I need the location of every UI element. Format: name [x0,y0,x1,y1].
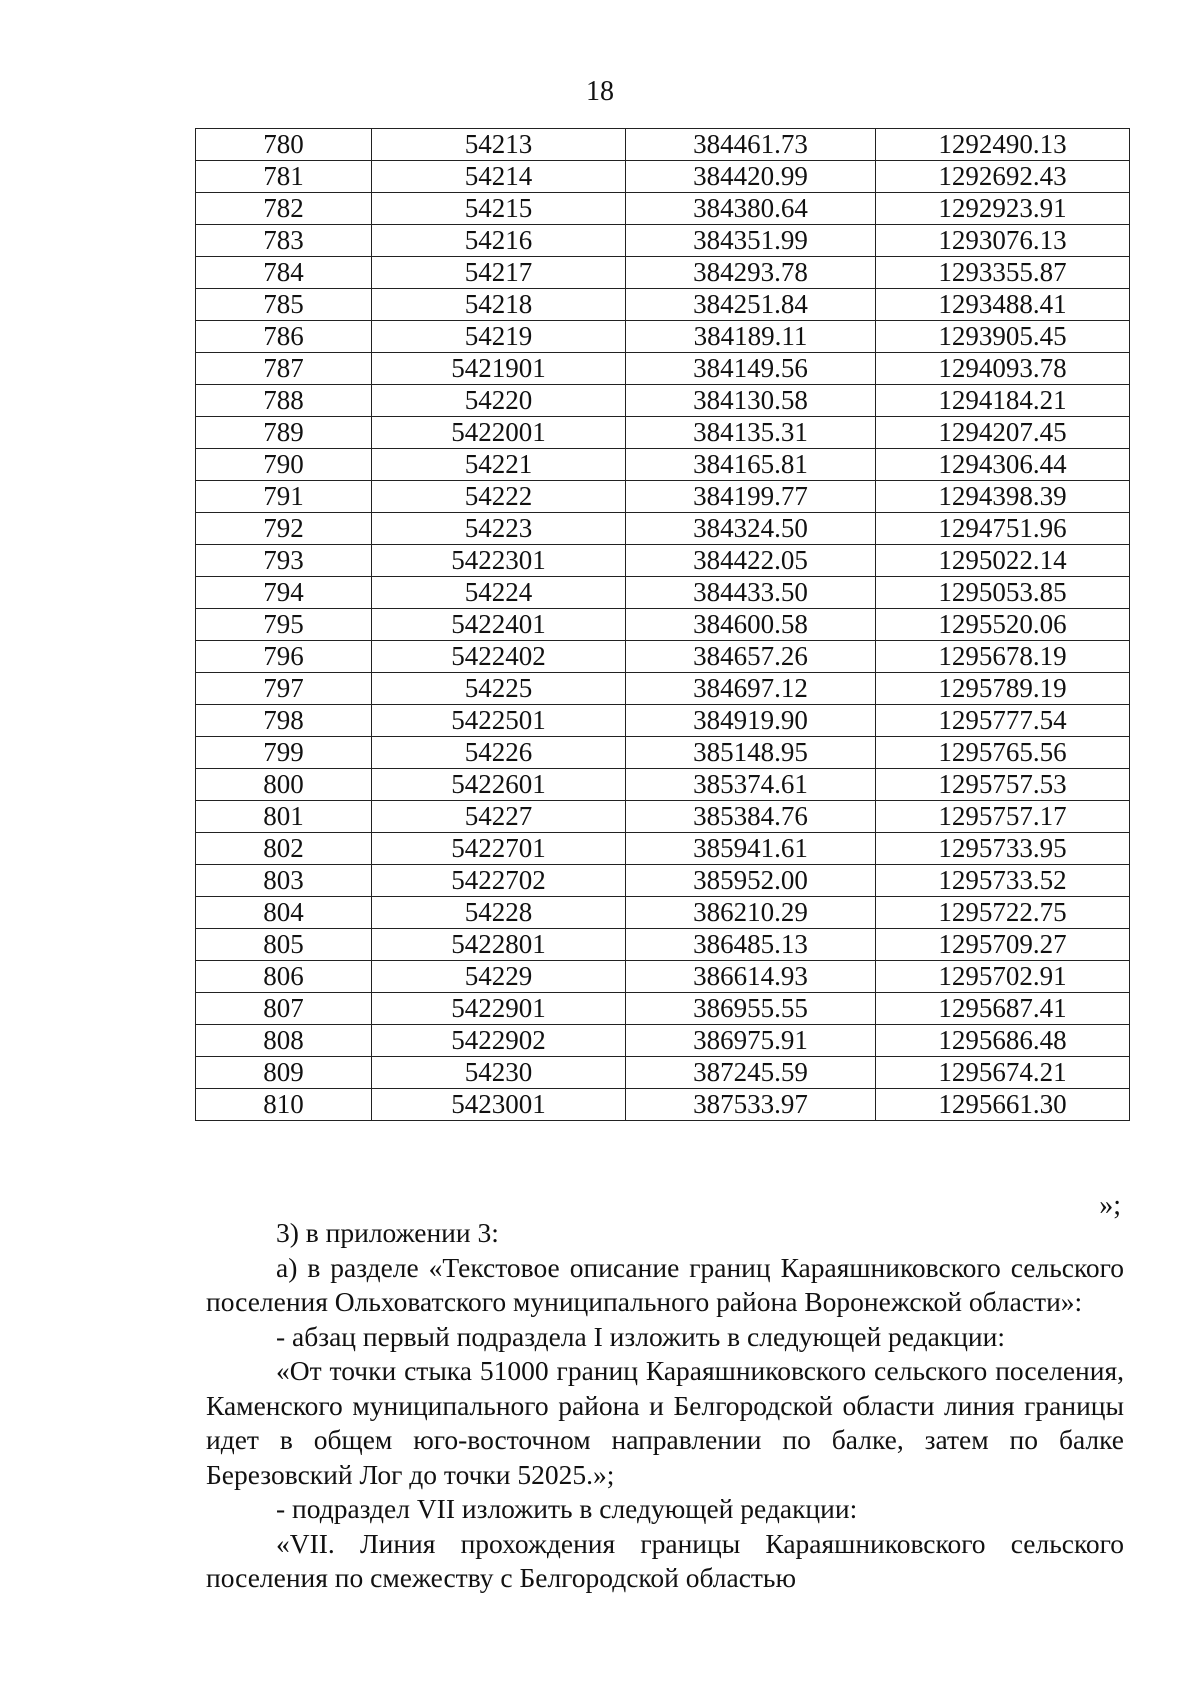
point-id-cell: 54229 [372,961,626,993]
y-coordinate-cell: 1295022.14 [876,545,1130,577]
point-id-cell: 54217 [372,257,626,289]
point-id-cell: 54227 [372,801,626,833]
table-row [196,1089,1130,1121]
table-row [196,1057,1130,1089]
y-coordinate-cell: 1295765.56 [876,737,1130,769]
y-coordinate-cell: 1295053.85 [876,577,1130,609]
x-coordinate-cell: 385384.76 [626,801,876,833]
y-coordinate-cell: 1294093.78 [876,353,1130,385]
row-number-cell: 807 [196,993,372,1025]
y-coordinate-cell: 1295687.41 [876,993,1130,1025]
y-coordinate-cell: 1292490.13 [876,129,1130,161]
quoted-paragraph-2: «VII. Линия прохождения границы Караяшниковского сельского поселения по смежеству с Белгородской областью [206,1527,1124,1593]
x-coordinate-cell: 384135.31 [626,417,876,449]
row-number-cell: 780 [196,129,372,161]
table-row [196,481,1130,513]
table-row [196,353,1130,385]
row-number-cell: 793 [196,545,372,577]
y-coordinate-cell: 1295733.95 [876,833,1130,865]
y-coordinate-cell: 1295733.52 [876,865,1130,897]
x-coordinate-cell: 387245.59 [626,1057,876,1089]
x-coordinate-cell: 385941.61 [626,833,876,865]
row-number-cell: 798 [196,705,372,737]
row-number-cell: 803 [196,865,372,897]
x-coordinate-cell: 384293.78 [626,257,876,289]
point-id-cell: 5422501 [372,705,626,737]
row-number-cell: 801 [196,801,372,833]
point-id-cell: 54218 [372,289,626,321]
row-number-cell: 781 [196,161,372,193]
row-number-cell: 805 [196,929,372,961]
x-coordinate-cell: 384919.90 [626,705,876,737]
row-number-cell: 800 [196,769,372,801]
y-coordinate-cell: 1292692.43 [876,161,1130,193]
table-row [196,577,1130,609]
point-id-cell: 54216 [372,225,626,257]
amendment-text [206,1216,1124,1596]
y-coordinate-cell: 1295674.21 [876,1057,1130,1089]
x-coordinate-cell: 384380.64 [626,193,876,225]
x-coordinate-cell: 386955.55 [626,993,876,1025]
point-id-cell: 5422901 [372,993,626,1025]
y-coordinate-cell: 1295678.19 [876,641,1130,673]
x-coordinate-cell: 384422.05 [626,545,876,577]
row-number-cell: 810 [196,1089,372,1121]
y-coordinate-cell: 1292923.91 [876,193,1130,225]
x-coordinate-cell: 384420.99 [626,161,876,193]
point-id-cell: 5422702 [372,865,626,897]
table-row [196,929,1130,961]
x-coordinate-cell: 387533.97 [626,1089,876,1121]
row-number-cell: 788 [196,385,372,417]
point-id-cell: 54213 [372,129,626,161]
point-id-cell: 5422402 [372,641,626,673]
closing-quote: »; [1099,1190,1121,1221]
x-coordinate-cell: 385148.95 [626,737,876,769]
table-row [196,641,1130,673]
x-coordinate-cell: 385374.61 [626,769,876,801]
x-coordinate-cell: 384600.58 [626,609,876,641]
row-number-cell: 792 [196,513,372,545]
point-id-cell: 54225 [372,673,626,705]
dash-instruction-2: - подраздел VII изложить в следующей редакции: [276,1493,858,1524]
y-coordinate-cell: 1295757.17 [876,801,1130,833]
table-row [196,449,1130,481]
point-id-cell: 54214 [372,161,626,193]
table-row [196,705,1130,737]
point-id-cell: 5422401 [372,609,626,641]
y-coordinate-cell: 1294207.45 [876,417,1130,449]
y-coordinate-cell: 1295520.06 [876,609,1130,641]
point-id-cell: 54220 [372,385,626,417]
y-coordinate-cell: 1295709.27 [876,929,1130,961]
x-coordinate-cell: 384165.81 [626,449,876,481]
y-coordinate-cell: 1294306.44 [876,449,1130,481]
row-number-cell: 790 [196,449,372,481]
item-a-paragraph: а) в разделе «Текстовое описание границ Караяшниковского сельского поселения Ольховатского муниципального района Воронежской области»: [206,1251,1124,1317]
table-row [196,385,1130,417]
y-coordinate-cell: 1293905.45 [876,321,1130,353]
table-row [196,1025,1130,1057]
row-number-cell: 806 [196,961,372,993]
x-coordinate-cell: 384657.26 [626,641,876,673]
table-row [196,865,1130,897]
point-id-cell: 54224 [372,577,626,609]
point-id-cell: 5422701 [372,833,626,865]
coordinates-table [195,128,1130,1121]
row-number-cell: 794 [196,577,372,609]
point-id-cell: 54221 [372,449,626,481]
row-number-cell: 782 [196,193,372,225]
point-id-cell: 54230 [372,1057,626,1089]
table-row [196,769,1130,801]
row-number-cell: 799 [196,737,372,769]
point-id-cell: 5422301 [372,545,626,577]
row-number-cell: 786 [196,321,372,353]
y-coordinate-cell: 1293076.13 [876,225,1130,257]
point-id-cell: 5422801 [372,929,626,961]
y-coordinate-cell: 1295686.48 [876,1025,1130,1057]
x-coordinate-cell: 386614.93 [626,961,876,993]
x-coordinate-cell: 384149.56 [626,353,876,385]
table-row [196,833,1130,865]
y-coordinate-cell: 1295757.53 [876,769,1130,801]
y-coordinate-cell: 1293355.87 [876,257,1130,289]
row-number-cell: 785 [196,289,372,321]
x-coordinate-cell: 384130.58 [626,385,876,417]
table-row [196,961,1130,993]
y-coordinate-cell: 1295661.30 [876,1089,1130,1121]
x-coordinate-cell: 384199.77 [626,481,876,513]
table-row [196,321,1130,353]
point-id-cell: 54226 [372,737,626,769]
point-id-cell: 54215 [372,193,626,225]
item-3-heading: 3) в приложении 3: [276,1217,499,1248]
table-row [196,161,1130,193]
y-coordinate-cell: 1295702.91 [876,961,1130,993]
x-coordinate-cell: 385952.00 [626,865,876,897]
x-coordinate-cell: 384433.50 [626,577,876,609]
y-coordinate-cell: 1294751.96 [876,513,1130,545]
table-row [196,609,1130,641]
quoted-paragraph-1: «От точки стыка 51000 границ Караяшниковского сельского поселения, Каменского муниципального района и Белгородской области линия границы идет в общем юго-восточном направлении по балке, затем по балке Березовский Лог до точки 52025.»; [206,1355,1124,1490]
row-number-cell: 808 [196,1025,372,1057]
point-id-cell: 54228 [372,897,626,929]
row-number-cell: 795 [196,609,372,641]
x-coordinate-cell: 384351.99 [626,225,876,257]
table-row [196,673,1130,705]
x-coordinate-cell: 386210.29 [626,897,876,929]
x-coordinate-cell: 384461.73 [626,129,876,161]
x-coordinate-cell: 384189.11 [626,321,876,353]
row-number-cell: 784 [196,257,372,289]
table-row [196,289,1130,321]
row-number-cell: 791 [196,481,372,513]
table-row [196,545,1130,577]
x-coordinate-cell: 386975.91 [626,1025,876,1057]
y-coordinate-cell: 1294398.39 [876,481,1130,513]
row-number-cell: 783 [196,225,372,257]
y-coordinate-cell: 1295722.75 [876,897,1130,929]
table-row [196,129,1130,161]
table-row [196,897,1130,929]
row-number-cell: 787 [196,353,372,385]
y-coordinate-cell: 1293488.41 [876,289,1130,321]
point-id-cell: 5422001 [372,417,626,449]
page-number: 18 [586,76,614,107]
point-id-cell: 54223 [372,513,626,545]
y-coordinate-cell: 1295777.54 [876,705,1130,737]
table-row [196,257,1130,289]
table-row [196,801,1130,833]
row-number-cell: 809 [196,1057,372,1089]
row-number-cell: 796 [196,641,372,673]
point-id-cell: 5422902 [372,1025,626,1057]
table-row [196,193,1130,225]
x-coordinate-cell: 384697.12 [626,673,876,705]
table-row [196,737,1130,769]
table-row [196,993,1130,1025]
coordinates-table-body [196,129,1130,1121]
row-number-cell: 802 [196,833,372,865]
y-coordinate-cell: 1294184.21 [876,385,1130,417]
point-id-cell: 54222 [372,481,626,513]
row-number-cell: 789 [196,417,372,449]
row-number-cell: 797 [196,673,372,705]
point-id-cell: 5421901 [372,353,626,385]
row-number-cell: 804 [196,897,372,929]
table-row [196,225,1130,257]
x-coordinate-cell: 384251.84 [626,289,876,321]
point-id-cell: 5422601 [372,769,626,801]
y-coordinate-cell: 1295789.19 [876,673,1130,705]
table-row [196,513,1130,545]
x-coordinate-cell: 384324.50 [626,513,876,545]
point-id-cell: 5423001 [372,1089,626,1121]
table-row [196,417,1130,449]
dash-instruction-1: - абзац первый подраздела I изложить в следующей редакции: [276,1320,1005,1352]
x-coordinate-cell: 386485.13 [626,929,876,961]
point-id-cell: 54219 [372,321,626,353]
